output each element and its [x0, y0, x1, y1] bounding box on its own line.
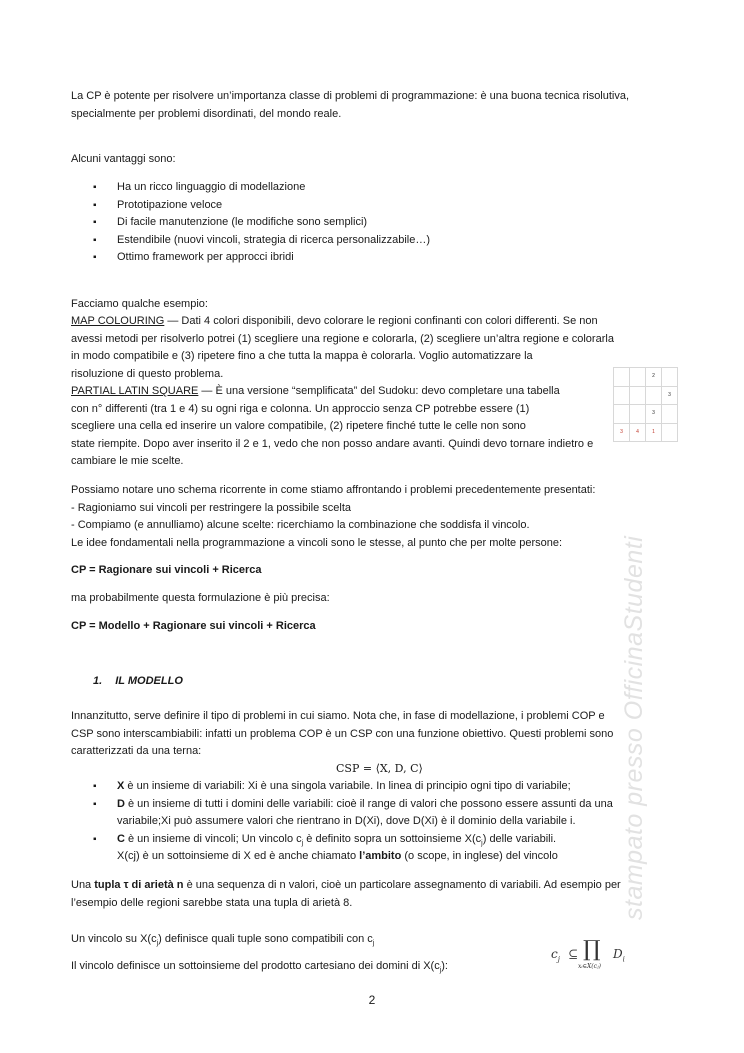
pattern-line: - Compiamo (e annulliamo) alcune scelte: ricerchiamo la combinazione che soddisfa il vincolo. [71, 519, 530, 531]
model-line: CSP sono interscambiabili: infatti un problema COP è un CSP con una funzione obiettivo. Questi problemi sono [71, 727, 614, 740]
map-colouring-line: risoluzione di questo problema. [71, 367, 224, 380]
watermark: stampato presso OfficinaStudenti [620, 535, 648, 920]
grid-cell [662, 368, 678, 387]
model-paragraph [71, 708, 681, 761]
product-formula: $c_j$ ⊆ ∏ xᵢ∈X(cⱼ) $D_i$ [551, 937, 625, 970]
map-colouring-line: avessi metodi per risolverlo potrei (1) scegliere una regione e colorarla, (2) scegliere un’altra regione e colorarla [71, 332, 614, 345]
grid-cell [662, 423, 678, 442]
advantages-list [71, 179, 671, 267]
tuple-paragraph: Una tupla τ di arietà n è una sequenza di n valori, cioè un particolare assegnamento di variabili. Ad esempio per l’esempio delle regioni sarebbe stata una tupla di arietà 8. [71, 879, 621, 909]
pattern-line: Possiamo notare uno schema ricorrente in come stiamo affrontando i problemi precedentemente presentati: [71, 484, 596, 496]
grid-cell: 3 [614, 423, 630, 442]
latin-square-line: scegliere una cella ed inserire un valore compatibile, (2) ripetere finché tutte le celle non sono [71, 420, 526, 432]
list-item: ▪ D è un insieme di tutti i domini delle variabili: cioè il range di valori che possono essere assunti da una variabile;Xi può assumere valori che rientrano in D(Xi), dove D(Xi) è il dominio della variabile i. [71, 796, 681, 831]
map-colouring-line: — Dati 4 colori disponibili, devo colorare le regioni confinanti con colori differenti. Se non [164, 315, 598, 327]
grid-cell: 1 [646, 423, 662, 442]
intro-text: La CP è potente per risolvere un’importanza classe di problemi di programmazione: è una buona tecnica risolutiva, specialmente per problemi disordinati, del mondo reale. [71, 90, 630, 120]
list-item: ▪ C è un insieme di vincoli; Un vincolo $c_j$ è definito sopra un sottoinsieme $X(c_j)$ delle variabili. X(cj) è un sottoinsieme di X ed è anche chiamato l’ambito (o scope, in inglese) del vincolo [71, 831, 681, 866]
latin-square-paragraph [71, 383, 671, 471]
grid-cell [646, 386, 662, 405]
section-heading [93, 673, 183, 691]
map-colouring-line: in modo compatibile e (3) ripetere fino a che tutta la mappa è colorarla. Voglio automatizzare la [71, 350, 533, 362]
grid-cell: 4 [630, 423, 646, 442]
latin-square-grid [613, 367, 678, 442]
latin-square-line: con n° differenti (tra 1 e 4) su ogni riga e colonna. Un approccio senza CP potrebbe essere (1) [71, 402, 530, 415]
list-item: ▪ Ha un ricco linguaggio di modellazione [71, 179, 671, 197]
map-colouring-paragraph [71, 313, 681, 383]
list-item: ▪ Prototipazione veloce [71, 197, 671, 215]
csp-formula: CSP = ⟨X, D, C⟩ [336, 762, 423, 775]
list-item: ▪ Ottimo framework per approcci ibridi [71, 249, 671, 267]
model-line: Innanzitutto, serve definire il tipo di problemi in cui siamo. Nota che, in fase di modellazione, i problemi COP e [71, 710, 605, 722]
constraint-line-2: Il vincolo definisce un sottoinsieme del prodotto cartesiano dei domini di $X(c_j)$: [71, 960, 448, 975]
latin-square-line: — È una versione “semplificata” del Sudoku: devo completare una tabella [198, 385, 560, 397]
examples-heading: Facciamo qualche esempio: [71, 298, 208, 310]
list-item: ▪ X è un insieme di variabili: Xi è una singola variabile. In linea di principio ogni tipo di variabile; [71, 778, 681, 796]
list-item: ▪ Estendibile (nuovi vincoli, strategia di ricerca personalizzabile…) [71, 232, 671, 250]
grid-cell: 2 [646, 368, 662, 387]
latin-square-line: cambiare le mie scelte. [71, 455, 184, 467]
latin-square-title: PARTIAL LATIN SQUARE [71, 385, 199, 397]
map-colouring-title: MAP COLOURING [71, 315, 165, 327]
grid-cell: 3 [646, 405, 662, 424]
advantages-heading: Alcuni vantaggi sono: [71, 153, 176, 165]
grid-cell: 3 [662, 386, 678, 405]
cp-formula-1: CP = Ragionare sui vincoli + Ricerca [71, 564, 262, 576]
section-title: IL MODELLO [115, 675, 183, 687]
middle-text: ma probabilmente questa formulazione è più precisa: [71, 592, 330, 604]
latin-square-line: state riempite. Dopo aver inserito il 2 e 1, vedo che non posso andare avanti. Quindi devo tornare indietro e [71, 437, 594, 450]
pattern-line: - Ragioniamo sui vincoli per restringere la possibile scelta [71, 501, 352, 514]
grid-cell [630, 386, 646, 405]
intro-paragraph [71, 88, 671, 123]
cp-formula-2: CP = Modello + Ragionare sui vincoli + Ricerca [71, 620, 316, 632]
grid-cell [614, 405, 630, 424]
grid-cell [662, 405, 678, 424]
terna-list [71, 778, 681, 866]
grid-cell [630, 405, 646, 424]
pattern-line: Le idee fondamentali nella programmazione a vincoli sono le stesse, al punto che per molte persone: [71, 536, 563, 549]
model-line: caratterizzati da una terna: [71, 745, 202, 757]
grid-cell [630, 368, 646, 387]
grid-cell [614, 368, 630, 387]
section-number: 1. [93, 675, 103, 687]
page-number: 2 [368, 993, 376, 1007]
constraint-line-1: Un vincolo su $X(c_j)$ definisce quali tuple sono compatibili con $c_j$ [71, 933, 375, 948]
list-item: ▪ Di facile manutenzione (le modifiche sono semplici) [71, 214, 671, 232]
grid-cell [614, 386, 630, 405]
pattern-paragraph [71, 482, 671, 552]
